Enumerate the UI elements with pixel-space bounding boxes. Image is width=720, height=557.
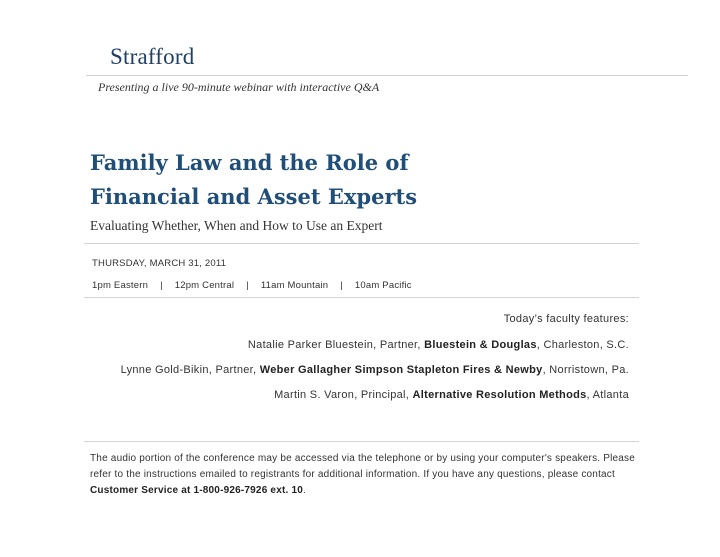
faculty-firm: Weber Gallagher Simpson Stapleton Fires & Newby	[259, 364, 543, 376]
time-separator: |	[246, 280, 249, 291]
faculty-heading: Today’s faculty features:	[503, 313, 629, 325]
faculty-firm: Alternative Resolution Methods	[412, 389, 587, 401]
webinar-title	[90, 146, 417, 214]
event-date: THURSDAY, MARCH 31, 2011	[92, 258, 227, 269]
customer-service-contact: Customer Service at 1-800-926-7926 ext. 10	[90, 485, 303, 496]
faculty-member	[121, 363, 629, 388]
faculty-member	[121, 338, 629, 363]
event-times	[92, 280, 412, 291]
faculty-location: , Atlanta	[586, 389, 629, 401]
time-eastern: 1pm Eastern	[92, 280, 149, 291]
webinar-subtitle: Evaluating Whether, When and How to Use an Expert	[90, 218, 383, 233]
strafford-logo: Strafford	[110, 44, 195, 69]
faculty-name-role: Martin S. Varon, Principal,	[274, 389, 413, 401]
time-central: 12pm Central	[174, 280, 235, 291]
faculty-list	[121, 312, 629, 413]
title-line-2: Financial and Asset Experts	[90, 184, 418, 209]
faculty-name-role: Natalie Parker Bluestein, Partner,	[247, 339, 425, 351]
faculty-firm: Bluestein & Douglas	[424, 339, 537, 351]
title-line-1: Family Law and the Role of	[90, 150, 409, 175]
time-separator: |	[160, 280, 163, 291]
audio-end: .	[302, 485, 306, 496]
time-mountain: 11am Mountain	[260, 280, 329, 291]
audio-divider	[84, 441, 639, 442]
audio-instructions	[90, 451, 650, 499]
faculty-location: , Norristown, Pa.	[542, 364, 629, 376]
title-divider	[84, 243, 639, 244]
faculty-name-role: Lynne Gold-Bikin, Partner,	[120, 364, 260, 376]
audio-text: The audio portion of the conference may be accessed via the telephone or by using your computer's speakers. Please refer to the instructions emailed to registrants for additional information. If you have any questions, please contact	[90, 453, 636, 480]
time-separator: |	[340, 280, 343, 291]
faculty-location: , Charleston, S.C.	[536, 339, 629, 351]
tagline: Presenting a live 90-minute webinar with interactive Q&A	[98, 80, 380, 94]
faculty-member	[121, 388, 629, 413]
time-pacific: 10am Pacific	[354, 280, 412, 291]
header-divider	[86, 75, 688, 76]
times-divider	[84, 297, 639, 298]
